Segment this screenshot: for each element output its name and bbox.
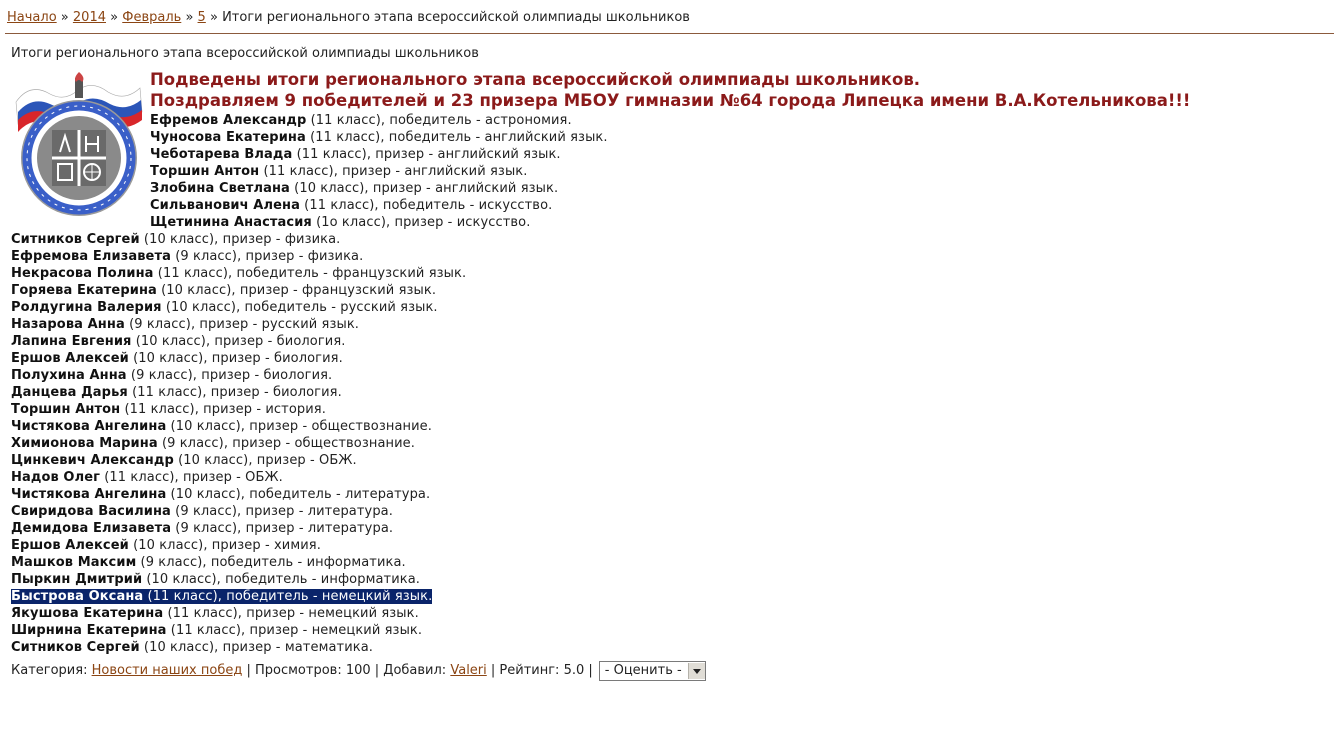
result-details: (11 класс), победитель - астрономия. — [306, 113, 572, 128]
student-name: Чистякова Ангелина — [11, 487, 167, 502]
list-item — [0, 146, 608, 163]
student-name: Ширнина Екатерина — [11, 623, 167, 638]
list-item — [0, 401, 608, 418]
student-name: Щетинина Анастасия — [150, 215, 312, 230]
student-name: Пыркин Дмитрий — [11, 572, 143, 587]
category-link[interactable]: Новости наших побед — [91, 663, 243, 678]
result-details: (11 класс), победитель - французский язык. — [153, 266, 467, 281]
list-item — [0, 486, 608, 503]
result-details: (11 класс), призер - история. — [120, 402, 326, 417]
breadcrumb-home-link[interactable]: Начало — [7, 10, 57, 25]
list-item — [0, 231, 608, 248]
headline-title: Подведены итоги регионального этапа всероссийской олимпиады школьников. — [150, 70, 921, 89]
student-name: Ефремов Александр — [150, 113, 307, 128]
list-item — [0, 299, 608, 316]
breadcrumb-separator: » — [60, 10, 69, 25]
student-name: Надов Олег — [11, 470, 101, 485]
list-item — [0, 163, 608, 180]
list-item — [0, 129, 608, 146]
result-details: (9 класс), победитель - информатика. — [136, 555, 406, 570]
result-details: (1о класс), призер - искусство. — [311, 215, 531, 230]
results-list — [0, 112, 608, 656]
breadcrumb-separator: » — [209, 10, 218, 25]
result-details: (10 класс), призер - математика. — [139, 640, 374, 655]
list-item — [0, 520, 608, 537]
list-item — [0, 214, 608, 231]
result-details: (10 класс), призер - химия. — [128, 538, 321, 553]
list-item — [0, 112, 608, 129]
result-details: (11 класс), победитель - искусство. — [299, 198, 553, 213]
student-name: Ершов Алексей — [11, 351, 129, 366]
student-name: Назарова Анна — [11, 317, 125, 332]
student-name: Химионова Марина — [11, 436, 158, 451]
student-name: Ершов Алексей — [11, 538, 129, 553]
student-name: Быстрова Оксана — [11, 589, 144, 604]
student-name: Торшин Антон — [11, 402, 121, 417]
result-details: (10 класс), призер - английский язык. — [289, 181, 559, 196]
result-details: (10 класс), призер - биология. — [128, 351, 343, 366]
result-details: (11 класс), призер - немецкий язык. — [166, 623, 423, 638]
list-item — [0, 418, 608, 435]
list-item — [0, 248, 608, 265]
student-name: Ситников Сергей — [11, 232, 140, 247]
list-item — [0, 452, 608, 469]
student-name: Злобина Светлана — [150, 181, 290, 196]
breadcrumb-day-link[interactable]: 5 — [197, 10, 206, 25]
entry-meta-footer — [11, 661, 706, 681]
list-item — [0, 435, 608, 452]
chevron-down-icon[interactable] — [688, 663, 705, 679]
student-name: Чуносова Екатерина — [150, 130, 306, 145]
result-details: (9 класс), призер - литература. — [171, 521, 394, 536]
breadcrumb-separator: » — [110, 10, 119, 25]
student-name: Демидова Елизавета — [11, 521, 172, 536]
list-item — [0, 316, 608, 333]
result-details: (11 класс), призер - английский язык. — [259, 164, 528, 179]
list-item — [0, 384, 608, 401]
student-name: Торшин Антон — [150, 164, 260, 179]
student-name: Ситников Сергей — [11, 640, 140, 655]
student-name: Якушова Екатерина — [11, 606, 164, 621]
list-item-selected — [0, 588, 608, 605]
list-item — [0, 350, 608, 367]
result-details: (10 класс), призер - французский язык. — [156, 283, 437, 298]
breadcrumb-month-link[interactable]: Февраль — [122, 10, 182, 25]
author-link[interactable]: Valeri — [450, 663, 487, 678]
page-title: Итоги регионального этапа всероссийской олимпиады школьников — [11, 46, 479, 61]
list-item — [0, 554, 608, 571]
student-name: Сильванович Алена — [150, 198, 300, 213]
result-details: (11 класс), призер - биология. — [127, 385, 342, 400]
student-name: Машков Максим — [11, 555, 137, 570]
list-item — [0, 265, 608, 282]
text-selection — [11, 589, 432, 604]
list-item — [0, 469, 608, 486]
rate-select-value: - Оценить - — [604, 663, 682, 678]
student-name: Ролдугина Валерия — [11, 300, 162, 315]
result-details: (10 класс), победитель - литература. — [166, 487, 431, 502]
student-name: Чеботарева Влада — [150, 147, 293, 162]
result-details: (10 класс), призер - ОБЖ. — [173, 453, 357, 468]
student-name: Чистякова Ангелина — [11, 419, 167, 434]
student-name: Свиридова Василина — [11, 504, 171, 519]
list-item — [0, 180, 608, 197]
list-item — [0, 197, 608, 214]
result-details: (10 класс), победитель - русский язык. — [161, 300, 438, 315]
list-item — [0, 282, 608, 299]
rate-select[interactable] — [599, 661, 706, 681]
category-label: Категория: — [11, 663, 88, 678]
student-name: Полухина Анна — [11, 368, 127, 383]
breadcrumb — [7, 10, 690, 26]
result-details: (10 класс), призер - обществознание. — [166, 419, 432, 434]
result-details: (10 класс), победитель - информатика. — [142, 572, 421, 587]
breadcrumb-separator: » — [185, 10, 194, 25]
result-details: (11 класс), призер - немецкий язык. — [163, 606, 419, 621]
list-item — [0, 622, 608, 639]
student-name: Лапина Евгения — [11, 334, 132, 349]
list-item — [0, 605, 608, 622]
list-item — [0, 367, 608, 384]
result-details: (11 класс), призер - английский язык. — [292, 147, 561, 162]
list-item — [0, 571, 608, 588]
result-details: (11 класс), победитель - немецкий язык. — [143, 589, 433, 604]
views-author-text: | Просмотров: 100 | Добавил: — [246, 663, 447, 678]
student-name: Цинкевич Александр — [11, 453, 174, 468]
list-item — [0, 503, 608, 520]
list-item — [0, 639, 608, 656]
result-details: (11 класс), призер - ОБЖ. — [100, 470, 283, 485]
result-details: (10 класс), призер - физика. — [139, 232, 341, 247]
result-details: (9 класс), призер - литература. — [170, 504, 393, 519]
result-details: (9 класс), призер - русский язык. — [124, 317, 360, 332]
result-details: (11 класс), победитель - английский язык. — [305, 130, 608, 145]
result-details: (9 класс), призер - физика. — [170, 249, 364, 264]
result-details: (9 класс), призер - обществознание. — [157, 436, 416, 451]
result-details: (10 класс), призер - биология. — [131, 334, 346, 349]
breadcrumb-current: Итоги регионального этапа всероссийской олимпиады школьников — [222, 10, 690, 25]
list-item — [0, 333, 608, 350]
student-name: Ефремова Елизавета — [11, 249, 171, 264]
divider — [5, 33, 1334, 34]
headline-congratulations: Поздравляем 9 победителей и 23 призера МБОУ гимназии №64 города Липецка имени В.А.Котельникова!!! — [150, 91, 1191, 110]
student-name: Некрасова Полина — [11, 266, 154, 281]
rating-text: | Рейтинг: 5.0 | — [490, 663, 593, 678]
breadcrumb-year-link[interactable]: 2014 — [72, 10, 106, 25]
student-name: Данцева Дарья — [11, 385, 128, 400]
list-item — [0, 537, 608, 554]
result-details: (9 класс), призер - биология. — [126, 368, 333, 383]
student-name: Горяева Екатерина — [11, 283, 157, 298]
